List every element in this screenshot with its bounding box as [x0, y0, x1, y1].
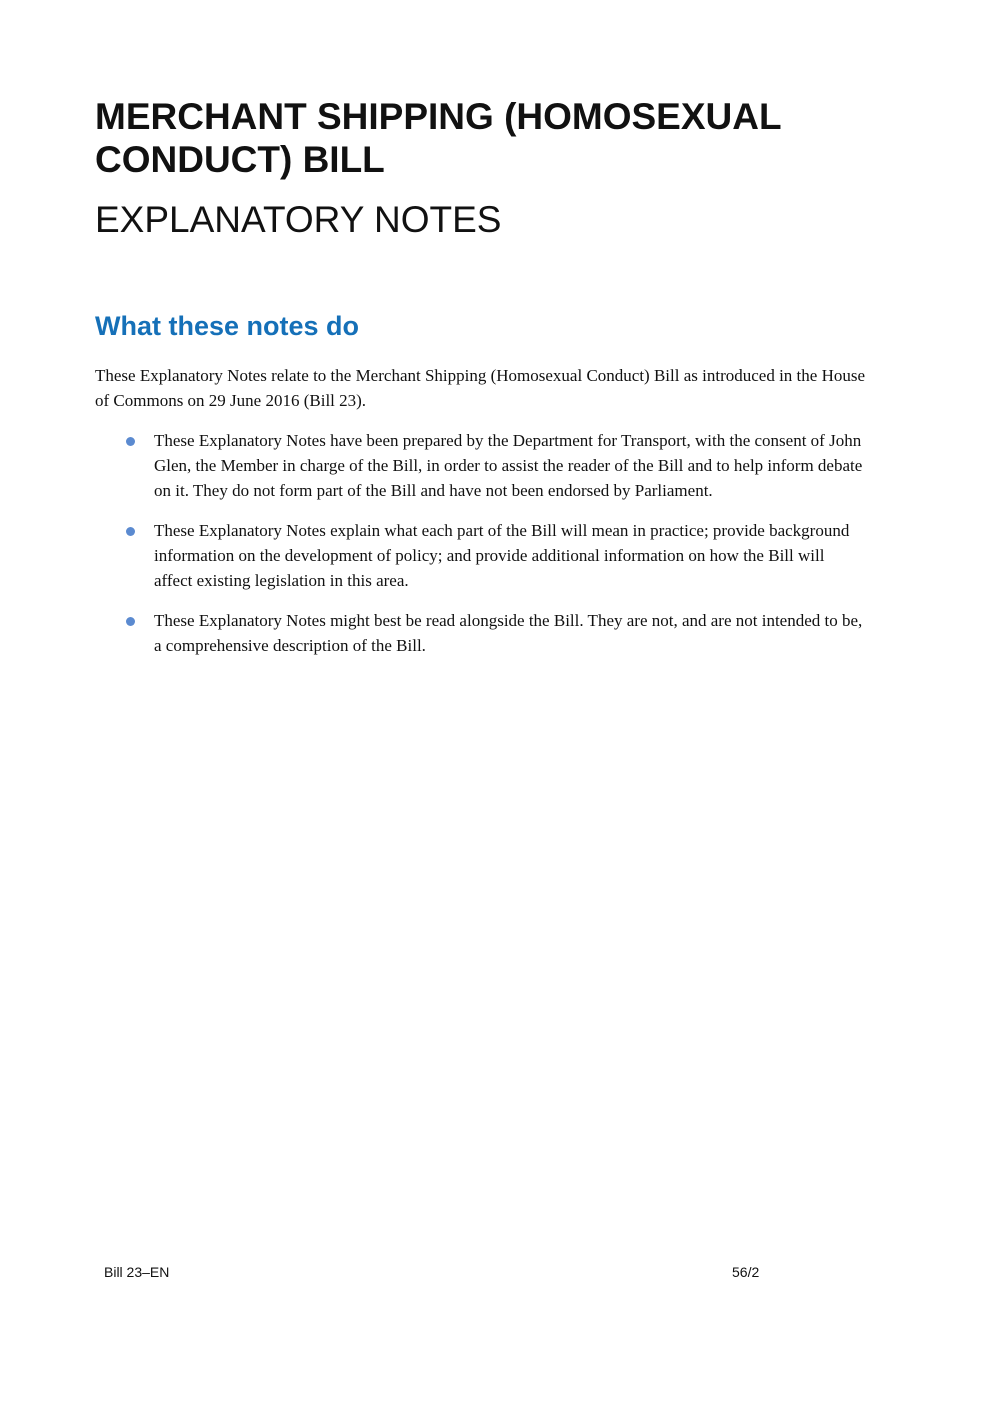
- section-heading: What these notes do: [95, 311, 360, 341]
- bullet-list: [95, 428, 865, 673]
- bullet-text: These Explanatory Notes explain what each part of the Bill will mean in practice; provide background information on the development of policy; and provide additional information on how the Bill will affect existing legislation in this area.: [154, 521, 850, 590]
- intro-paragraph: These Explanatory Notes relate to the Merchant Shipping (Homosexual Conduct) Bill as introduced in the House of Commons on 29 June 2016 (Bill 23).: [95, 366, 866, 410]
- footer-print-number: 56/2: [732, 1264, 760, 1280]
- document-title: MERCHANT SHIPPING (HOMOSEXUAL CONDUCT) BILL: [95, 96, 781, 180]
- bullet-icon: [126, 527, 135, 536]
- document-subtitle: EXPLANATORY NOTES: [95, 199, 502, 240]
- footer-bill-reference: Bill 23–EN: [104, 1264, 170, 1280]
- bullet-text: These Explanatory Notes have been prepared by the Department for Transport, with the consent of John Glen, the Member in charge of the Bill, in order to assist the reader of the Bill and to help inform debate on it. They do not form part of the Bill and have not been endorsed by Parliament.: [154, 431, 863, 500]
- bullet-text: These Explanatory Notes might best be read alongside the Bill. They are not, and are not intended to be, a comprehensive description of the Bill.: [154, 611, 863, 655]
- bullet-icon: [126, 437, 135, 446]
- list-item: [95, 518, 865, 593]
- list-item: [95, 428, 865, 503]
- bullet-icon: [126, 617, 135, 626]
- list-item: [95, 608, 865, 658]
